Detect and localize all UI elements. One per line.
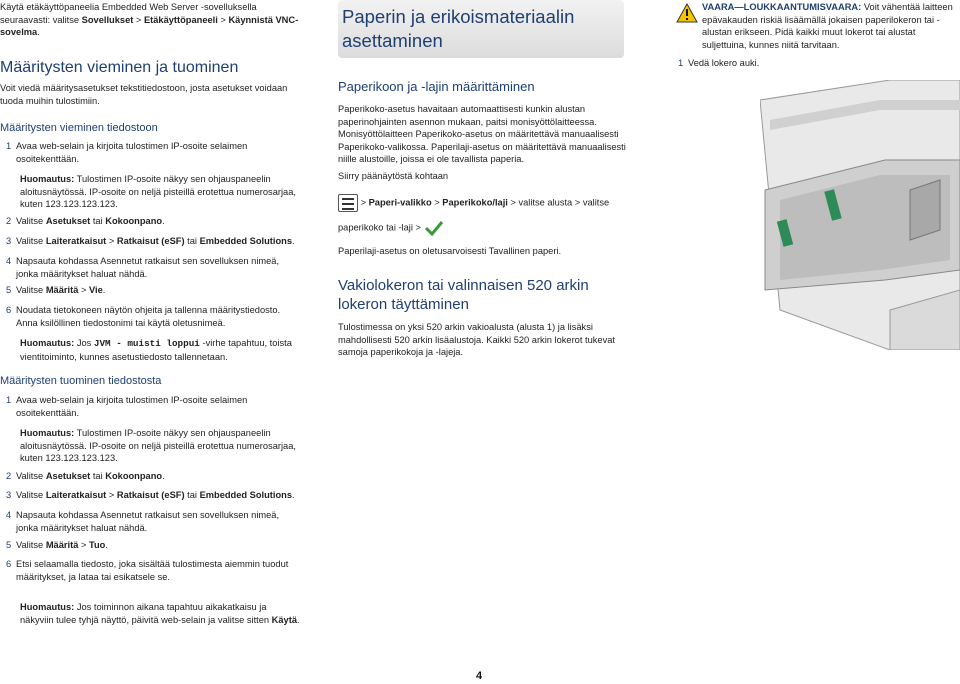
- import-title: Määritysten tuominen tiedostosta: [0, 375, 162, 387]
- chapter-title-box: [338, 0, 624, 58]
- export-step-1: 1 Avaa web-selain ja kirjoita tulostimen IP-osoite selaimen osoitekenttään.: [6, 141, 248, 164]
- import-step-4: 4 Napsauta kohdassa Asennetut ratkaisut sen sovelluksen nimeä, jonka määritykset haluat nähdä.: [6, 510, 280, 533]
- import-step-5: 5 Valitse Määritä > Tuo.: [6, 540, 108, 550]
- warning-icon: [676, 3, 698, 23]
- import-note-ip: Huomautus: Tulostimen IP-osoite näkyy sen ohjauspaneelin aloitusnäytössä. IP-osoite on neljä pisteillä erotettua numerosarjaa, kuten 123.123.123.123.: [20, 428, 296, 464]
- import-step-6: 6 Etsi selaamalla tiedosto, joka sisältää tulostimesta aiemmin tuodut määritykset, ja lataa tai esikatsele se.: [6, 559, 289, 582]
- load-tray-title: Vakiolokeron tai valinnaisen 520 arkin lokeron täyttäminen: [338, 277, 589, 313]
- export-step-5: 5 Valitse Määritä > Vie.: [6, 285, 106, 295]
- section-intro: Voit viedä määritysasetukset tekstitiedostoon, josta asetukset voidaan tuoda muihin tulostimiin.: [0, 83, 288, 106]
- paper-size-paragraph: Paperikoko-asetus havaitaan automaattisesti kunkin alustan paperinohjainten asennon mukaan, paitsi monisyöttölaitteessa. Monisyöttölaitteen Paperikoko-asetus on määritettävä manuaalisesti Paperikoko-valikossa. Paperilaji-asetus on määritettävä manuaalisesti niille alustoille, joissa ei ole tavallista paperia.: [338, 104, 626, 165]
- checkmark-icon: [424, 220, 444, 236]
- menu-icon: [338, 194, 358, 212]
- menu-path-line2: paperikoko tai -laji >: [338, 220, 628, 236]
- printer-tray-illustration: [760, 80, 960, 350]
- export-step-3: 3 Valitse Laiteratkaisut > Ratkaisut (eSF) tai Embedded Solutions.: [6, 236, 295, 246]
- menu-path: > Paperi-valikko > Paperikoko/laji > valitse alusta > valitse: [338, 194, 628, 212]
- import-step-2: 2 Valitse Asetukset tai Kokoonpano.: [6, 471, 165, 481]
- go-home-text: Siirry päänäytöstä kohtaan: [338, 171, 449, 181]
- import-step-3: 3 Valitse Laiteratkaisut > Ratkaisut (eSF) tai Embedded Solutions.: [6, 490, 295, 500]
- tray-paragraph: Tulostimessa on yksi 520 arkin vakioalusta (alusta 1) ja lisäksi mahdollisesti 520 arkin lisäalustoja. Kaikki 520 arkin lokerot tukevat samoja paperikokoja ja -lajeja.: [338, 322, 615, 358]
- import-note-timeout: Huomautus: Jos toiminnon aikana tapahtuu aikakatkaisu ja näkyviin tulee tyhjä näyttö, päivitä web-selain ja valitse sitten Käytä.: [20, 602, 300, 625]
- export-step-2: 2 Valitse Asetukset tai Kokoonpano.: [6, 216, 165, 226]
- default-type-text: Paperilaji-asetus on oletusarvoisesti Tavallinen paperi.: [338, 246, 562, 256]
- intro-paragraph: Käytä etäkäyttöpaneelia Embedded Web Server -sovelluksella seuraavasti: valitse Sovellukset > Etäkäyttöpaneeli > Käynnistä VNC-sovelma.: [0, 2, 299, 38]
- tray-step-1: 1 Vedä lokero auki.: [678, 58, 760, 68]
- export-step-6: 6 Noudata tietokoneen näytön ohjeita ja tallenna määritystiedosto. Anna ksilöllinen tiedostonimi tai käytä oletusnimeä.: [6, 305, 281, 328]
- export-note-ip: Huomautus: Tulostimen IP-osoite näkyy sen ohjauspaneelin aloitusnäytössä. IP-osoite on neljä pisteillä erotettua numerosarjaa, kuten 123.123.123.123.: [20, 174, 296, 210]
- export-note-jvm: Huomautus: Jos JVM - muisti loppui -virhe tapahtuu, toista vientitoiminto, kunnes asetustiedosto tallennetaan.: [20, 338, 292, 362]
- chapter-title: Paperin ja erikoismateriaalin asettaminen: [342, 6, 575, 51]
- page-number: 4: [476, 670, 483, 682]
- import-step-1: 1 Avaa web-selain ja kirjoita tulostimen IP-osoite selaimen osoitekenttään.: [6, 395, 248, 418]
- subsection-title: Paperikoon ja -lajin määrittäminen: [338, 79, 535, 94]
- export-step-4: 4 Napsauta kohdassa Asennetut ratkaisut sen sovelluksen nimeä, jonka määritykset haluat nähdä.: [6, 256, 280, 279]
- export-title: Määritysten vieminen tiedostoon: [0, 122, 158, 134]
- warning-text: VAARA—LOUKKAANTUMISVAARA: Voit vähentää laitteen epävakauden riskiä lisäämällä jokaisen paperilokeron tai -alustan erikseen. Pidä kaikki muut lokerot tai alustat suljettuina, kunnes niitä tarvitaan.: [702, 2, 953, 50]
- section-title: Määritysten vieminen ja tuominen: [0, 59, 239, 76]
